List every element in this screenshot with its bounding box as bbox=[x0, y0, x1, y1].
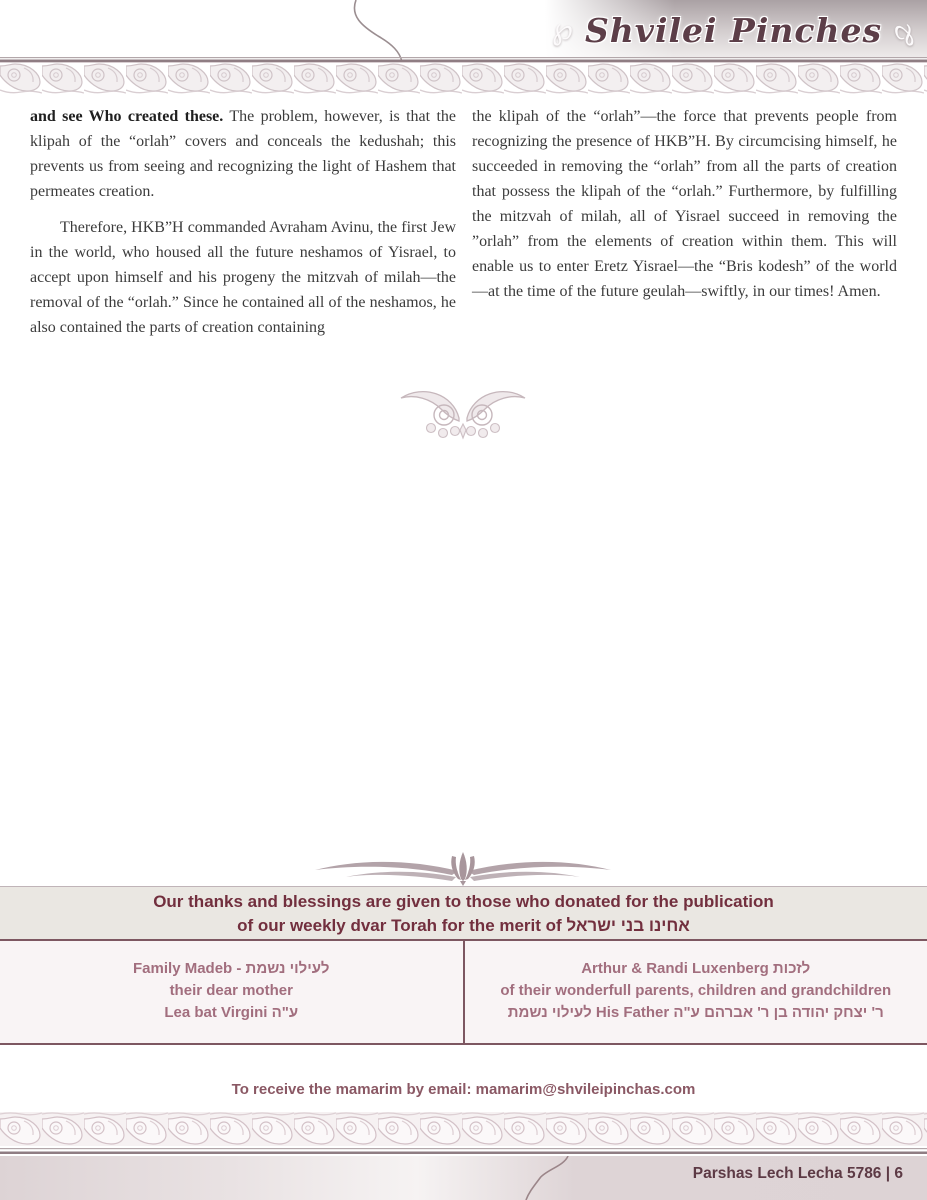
dedication-right-line2: of their wonderfull parents, children and grandchildren bbox=[500, 982, 892, 999]
dedication-right-line3: לעילוי נשמת His Father ר' יצחק יהודה בן ר' אברהם ע"ה bbox=[507, 1004, 884, 1021]
masthead bbox=[552, 5, 915, 55]
dedication-right bbox=[465, 941, 927, 1043]
dedication-left-line2: their dear mother bbox=[169, 982, 293, 999]
article-right-column bbox=[472, 104, 897, 304]
dedication-left-line1: Family Madeb - לעילוי נשמת bbox=[133, 960, 330, 977]
fan-divider-ornament bbox=[310, 850, 616, 891]
page-header bbox=[0, 0, 927, 62]
dedication-left-line3: Lea bat Virgini ע"ה bbox=[164, 1004, 299, 1021]
dedication-band bbox=[0, 939, 927, 1045]
dedication-left bbox=[0, 941, 465, 1043]
subscription-line: To receive the mamarim by email: mamarim@shvileipinchas.com bbox=[231, 1081, 696, 1098]
acknowledgment-line2: of our weekly dvar Torah for the merit of אחינו בני ישראל bbox=[237, 916, 690, 935]
bold-lead-phrase: and see Who created these. bbox=[30, 108, 224, 125]
acknowledgment-band bbox=[0, 886, 927, 939]
right-swirl-icon: ℘ bbox=[894, 12, 915, 47]
paragraph: Therefore, HKB”H commanded Avraham Avinu, the first Jew in the world, who housed all the future neshamos of Yisrael, to accept upon himself and his progeny the mitzvah of milah—the removal of the “orlah.” Since he contained all of the neshamos, he also contained the parts of creation containing bbox=[30, 219, 456, 336]
acknowledgment-line1: Our thanks and blessings are given to those who donated for the publication bbox=[153, 892, 774, 911]
paragraph: the klipah of the “orlah”—the force that prevents people from recognizing the presence of HKB”H. By circumcising himself, he succeeded in removing the “orlah” from all the parts of creation that possess the klipah of the “orlah.” Furthermore, by fulfilling the mitzvah of milah, all of Yisrael succeed in removing the ”orlah” from the elements of creation within them. This will enable us to enter Eretz Yisrael—the “Bris kodesh” of the world—at the time of the future geulah—swiftly, in our times! Amen. bbox=[472, 108, 897, 300]
page-number-label: Parshas Lech Lecha 5786 | 6 bbox=[692, 1165, 903, 1182]
paragraph-text: The problem, however, is that the klipah of the “orlah” covers and conceals the kedushah; this prevents us from seeing and recognizing the light of Hashem that permeates creation. bbox=[30, 108, 456, 200]
wing-scroll-ornament bbox=[383, 382, 543, 453]
left-swirl-icon: ℘ bbox=[552, 12, 573, 47]
article-left-column bbox=[30, 104, 456, 340]
paragraph bbox=[30, 104, 456, 204]
page-footer bbox=[0, 1156, 927, 1200]
page-title: Shvilei Pinches bbox=[584, 10, 883, 50]
lace-border-bottom bbox=[0, 1112, 927, 1156]
dedication-right-line1: Arthur & Randi Luxenberg לזכות bbox=[581, 960, 811, 977]
lace-border-top bbox=[0, 62, 927, 94]
